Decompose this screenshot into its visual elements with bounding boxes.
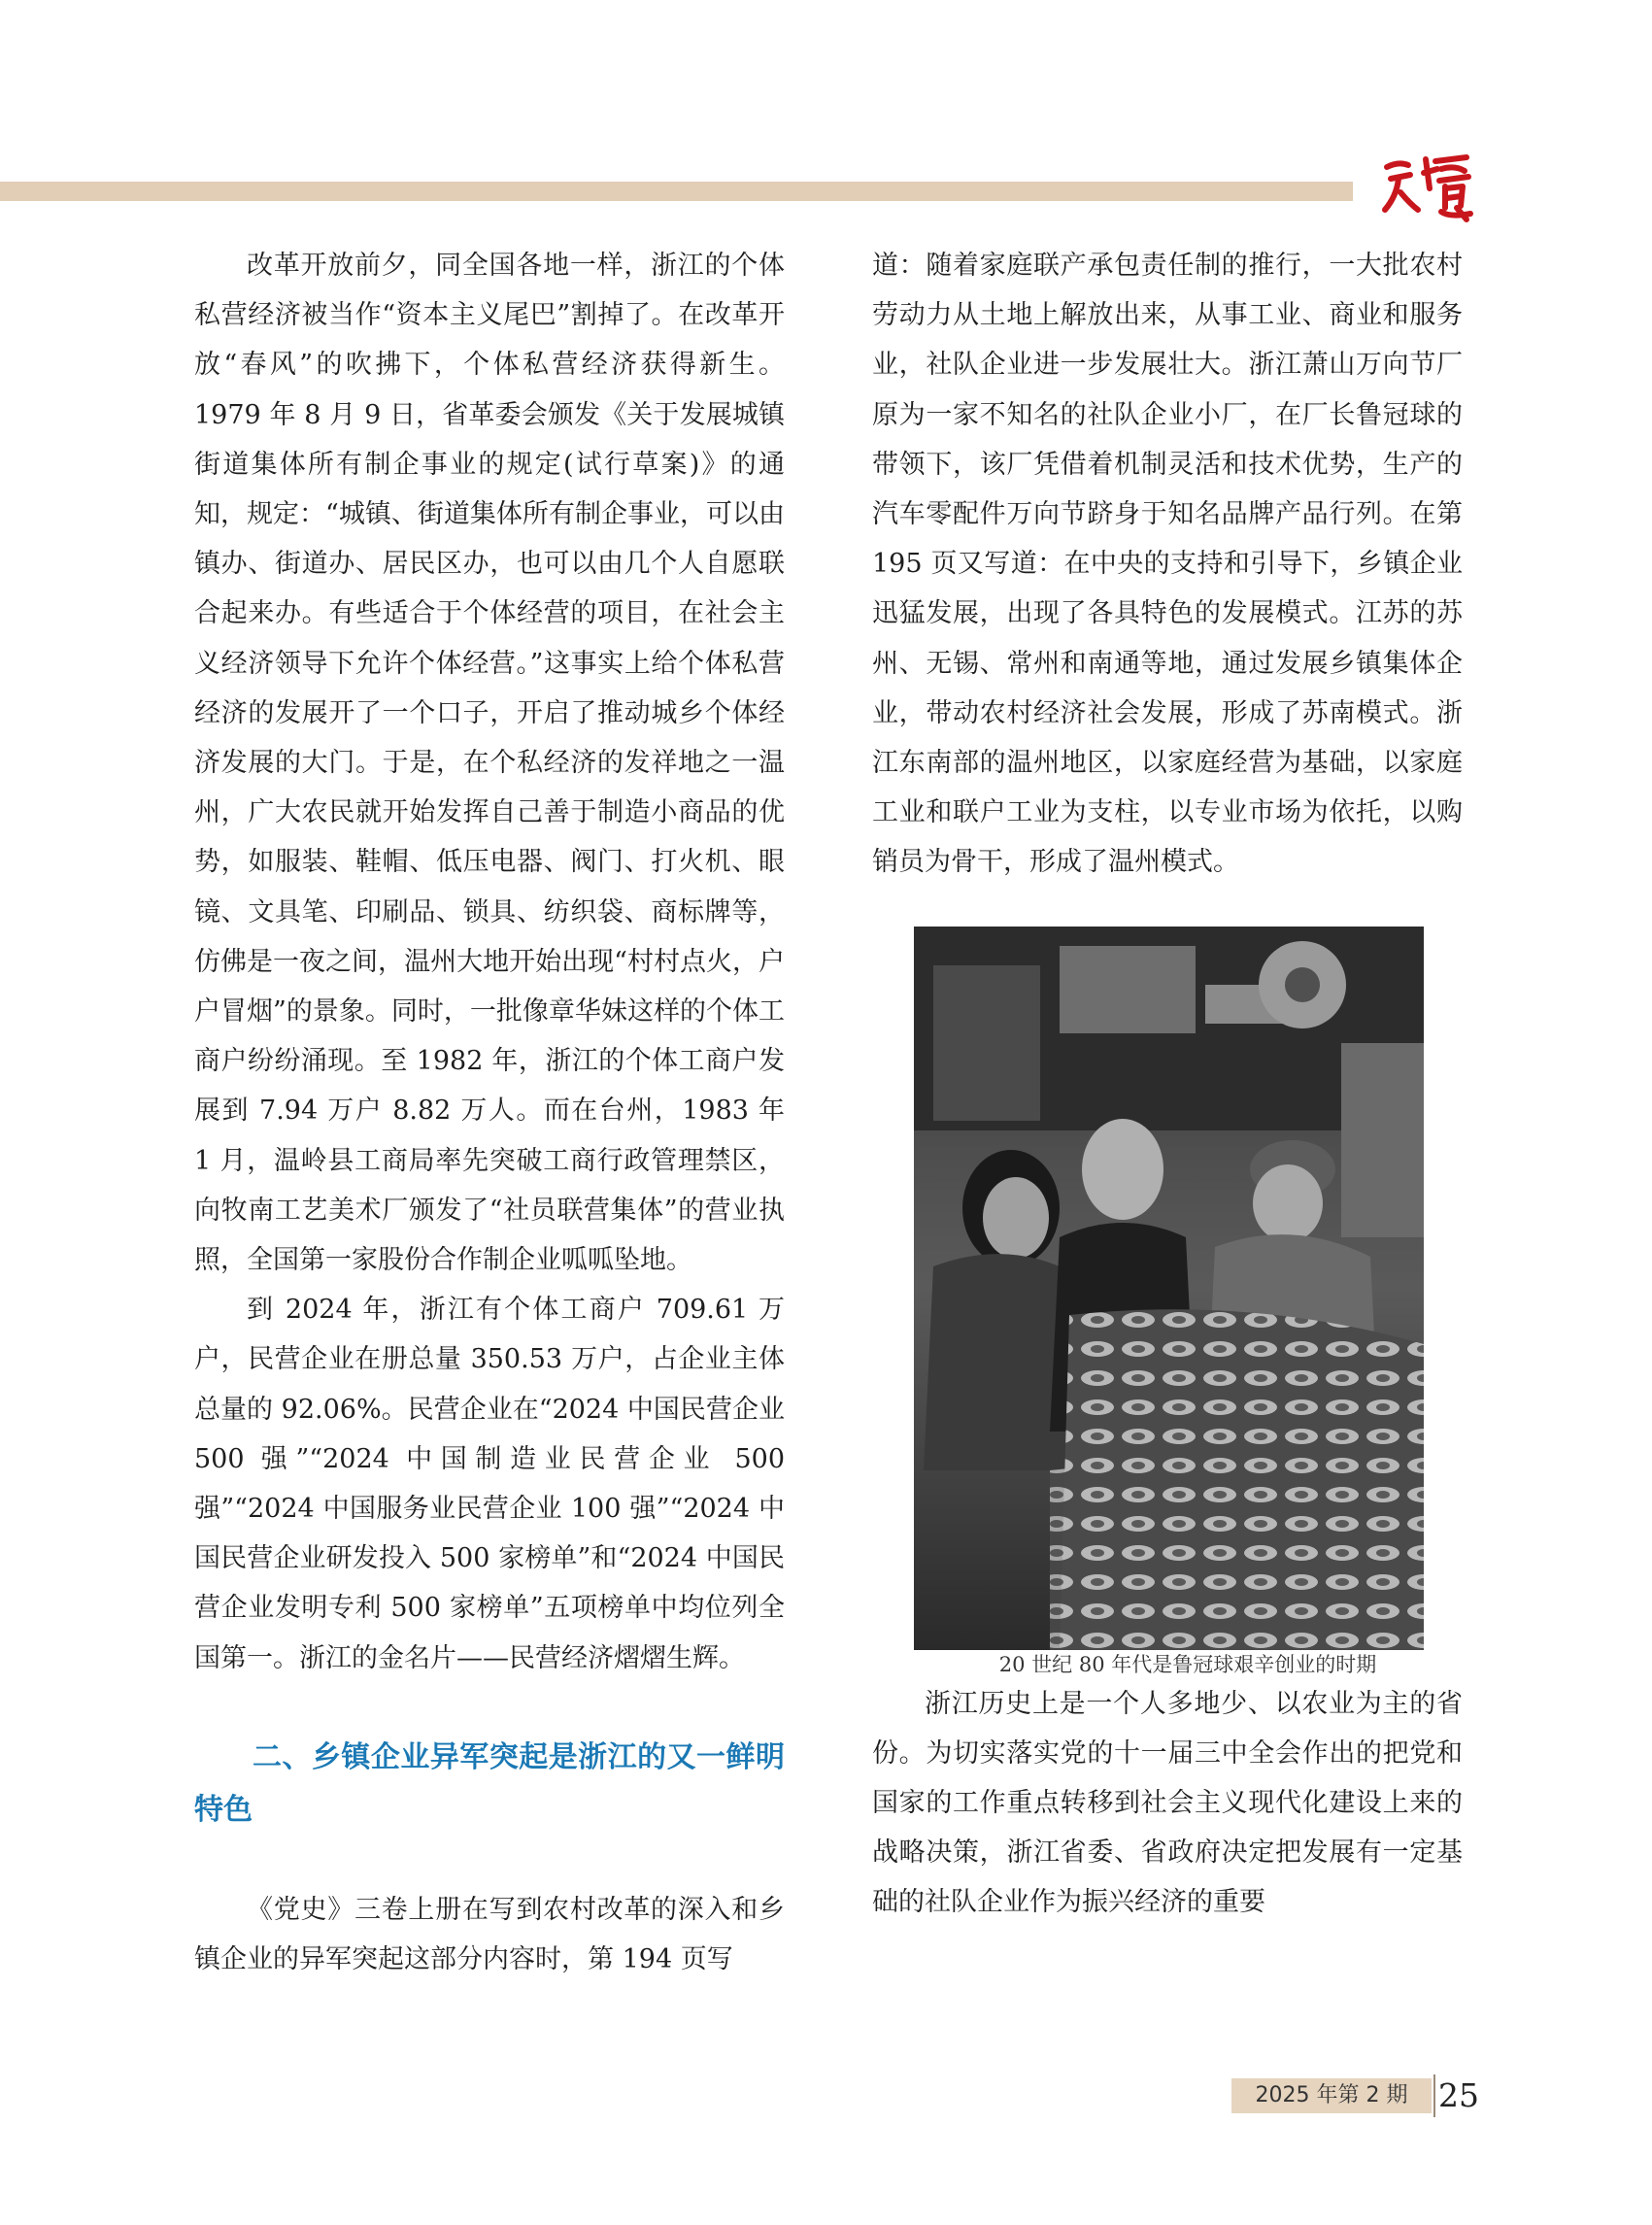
right-column	[872, 241, 1463, 1928]
page-number: 25	[1433, 2074, 1482, 2117]
left-column	[194, 241, 785, 1984]
calligraphy-brand-mark-icon	[1377, 150, 1474, 225]
body-paragraph: 到 2024 年，浙江有个体工商户 709.61 万户，民营企业在册总量 350.53 万户，占企业主体总量的 92.06%。民营企业在“2024 中国民营企业 500 强”“2024 中国制造业民营企业 500 强”“2024 中国服务业民营企业 100 强”“2024 中国民营企业研发投入 500 家榜单”和“2024 中国民营企业发明专利 500 家榜单”五项榜单中均位列全国第一。浙江的金名片——民营经济熠熠生辉。	[194, 1295, 785, 1673]
section-heading: 二、乡镇企业异军突起是浙江的又一鲜明特色	[194, 1739, 785, 1827]
body-paragraph: 改革开放前夕，同全国各地一样，浙江的个体私营经济被当作“资本主义尾巴”割掉了。在改革开放“春风”的吹拂下，个体私营经济获得新生。1979 年 8 月 9 日，省革委会颁发《关于发展城镇街道集体所有制企事业的规定(试行草案)》的通知，规定：“城镇、街道集体所有制企事业，可以由镇办、街道办、居民区办，也可以由几个人自愿联合起来办。有些适合于个体经营的项目，在社会主义经济领导下允许个体经营。”这事实上给个体私营经济的发展开了一个口子，开启了推动城乡个体经济发展的大门。于是，在个私经济的发祥地之一温州，广大农民就开始发挥自己善于制造小商品的优势，如服装、鞋帽、低压电器、阀门、打火机、眼镜、文具笔、印刷品、锁具、纺织袋、商标牌等，仿佛是一夜之间，温州大地开始出现“村村点火，户户冒烟”的景象。同时，一批像章华妹这样的个体工商户纷纷涌现。至 1982 年，浙江的个体工商户发展到 7.94 万户 8.82 万人。而在台州，1983 年 1 月，温岭县工商局率先突破工商行政管理禁区，向牧南工艺美术厂颁发了“社员联营集体”的营业执照，全国第一家股份合作制企业呱呱坠地。	[194, 251, 785, 1276]
body-paragraph: 《党史》三卷上册在写到农村改革的深入和乡镇企业的异军突起这部分内容时，第 194 页写	[194, 1894, 785, 1975]
historical-photo	[914, 927, 1424, 1650]
body-paragraph: 浙江历史上是一个人多地少、以农业为主的省份。为切实落实党的十一届三中全会作出的把党和国家的工作重点转移到社会主义现代化建设上来的战略决策，浙江省委、省政府决定把发展有一定基础的社队企业作为振兴经济的重要	[872, 1688, 1463, 1918]
body-paragraph: 道：随着家庭联产承包责任制的推行，一大批农村劳动力从土地上解放出来，从事工业、商业和服务业，社队企业进一步发展壮大。浙江萧山万向节厂原为一家不知名的社队企业小厂，在厂长鲁冠球的带领下，该厂凭借着机制灵活和技术优势，生产的汽车零配件万向节跻身于知名品牌产品行列。在第 195 页又写道：在中央的支持和引导下，乡镇企业迅猛发展，出现了各具特色的发展模式。江苏的苏州、无锡、常州和南通等地，通过发展乡镇集体企业，带动农村经济社会发展，形成了苏南模式。浙江东南部的温州地区，以家庭经营为基础，以家庭工业和联户工业为支柱，以专业市场为依托，以购销员为骨干，形成了温州模式。	[872, 251, 1463, 878]
header-band	[0, 182, 1353, 201]
photo-caption: 20 世纪 80 年代是鲁冠球艰辛创业的时期	[998, 1652, 1377, 1676]
issue-badge: 2025 年第 2 期	[1231, 2078, 1432, 2113]
